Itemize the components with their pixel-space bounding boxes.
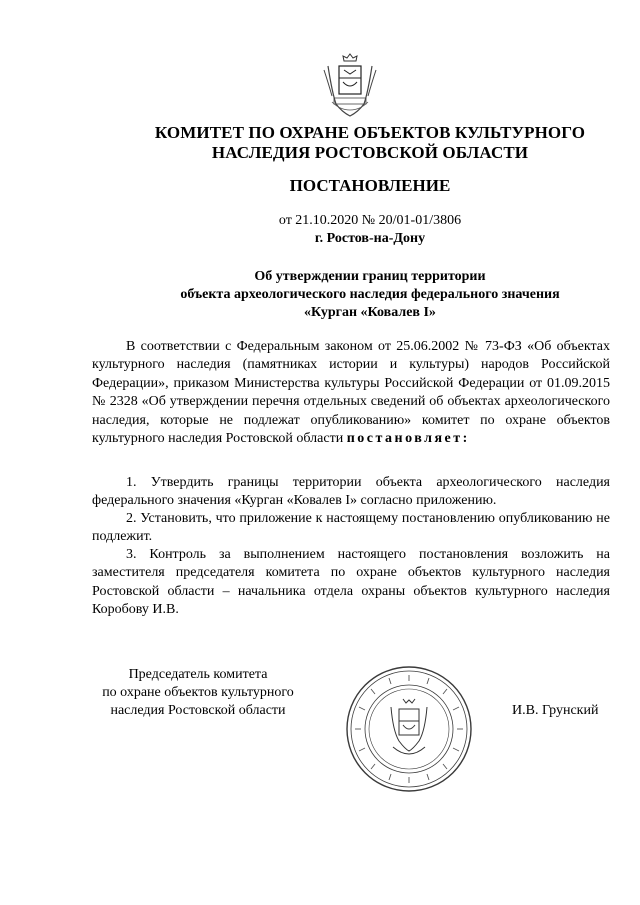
preamble-text: В соответствии с Федеральным законом от 25.06.2002 № 73-ФЗ «Об объектах культурного наследия (памятниках истории и культуры) народов Российской Федерации», приказом Министерства культуры Российской Федерации от 01.09.2015 № 2328 «Об утверждении перечня отдельных сведений об объектах археологического наследия, которые не подлежат опубликованию» комитет по охране объектов культурного наследия Ростовской области bbox=[92, 339, 610, 447]
organization-name-line2: НАСЛЕДИЯ РОСТОВСКОЙ ОБЛАСТИ bbox=[211, 143, 529, 162]
official-seal-stamp bbox=[345, 665, 473, 793]
signatory-position-line3: наследия Ростовской области bbox=[110, 703, 286, 718]
resolves-word: постановляет: bbox=[346, 431, 470, 447]
coat-of-arms-emblem bbox=[322, 52, 378, 118]
signatory-name: И.В. Грунский bbox=[512, 703, 599, 718]
signatory-position-line2: по охране объектов культурного bbox=[102, 685, 294, 700]
subject-line1: Об утверждении границ территории bbox=[254, 269, 486, 284]
signatory-position-line1: Председатель комитета bbox=[128, 667, 268, 682]
document-type: ПОСТАНОВЛЕНИЕ bbox=[289, 176, 451, 195]
item-2-paragraph: 2. Установить, что приложение к настоящему постановлению опубликованию не подлежит. bbox=[92, 511, 610, 545]
document-date-number: от 21.10.2020 № 20/01-01/3806 bbox=[278, 213, 462, 228]
signatory-position bbox=[78, 666, 318, 720]
subject-line2: объекта археологического наследия федерального значения bbox=[180, 287, 560, 302]
item-1-paragraph: 1. Утвердить границы территории объекта археологического наследия федерального значения «Курган «Ковалев I» согласно приложению. bbox=[92, 475, 610, 509]
preamble-paragraph bbox=[92, 338, 610, 448]
document-city: г. Ростов-на-Дону bbox=[314, 231, 426, 246]
item-3-paragraph: 3. Контроль за выполнением настоящего постановления возложить на заместителя председателя комитета по охране объектов культурного наследия Ростовской области – начальника отдела охраны объектов культурного наследия Коробову И.В. bbox=[92, 547, 610, 618]
subject-line3: «Курган «Ковалев I» bbox=[304, 305, 436, 320]
organization-name-line1: КОМИТЕТ ПО ОХРАНЕ ОБЪЕКТОВ КУЛЬТУРНОГО bbox=[154, 123, 586, 142]
